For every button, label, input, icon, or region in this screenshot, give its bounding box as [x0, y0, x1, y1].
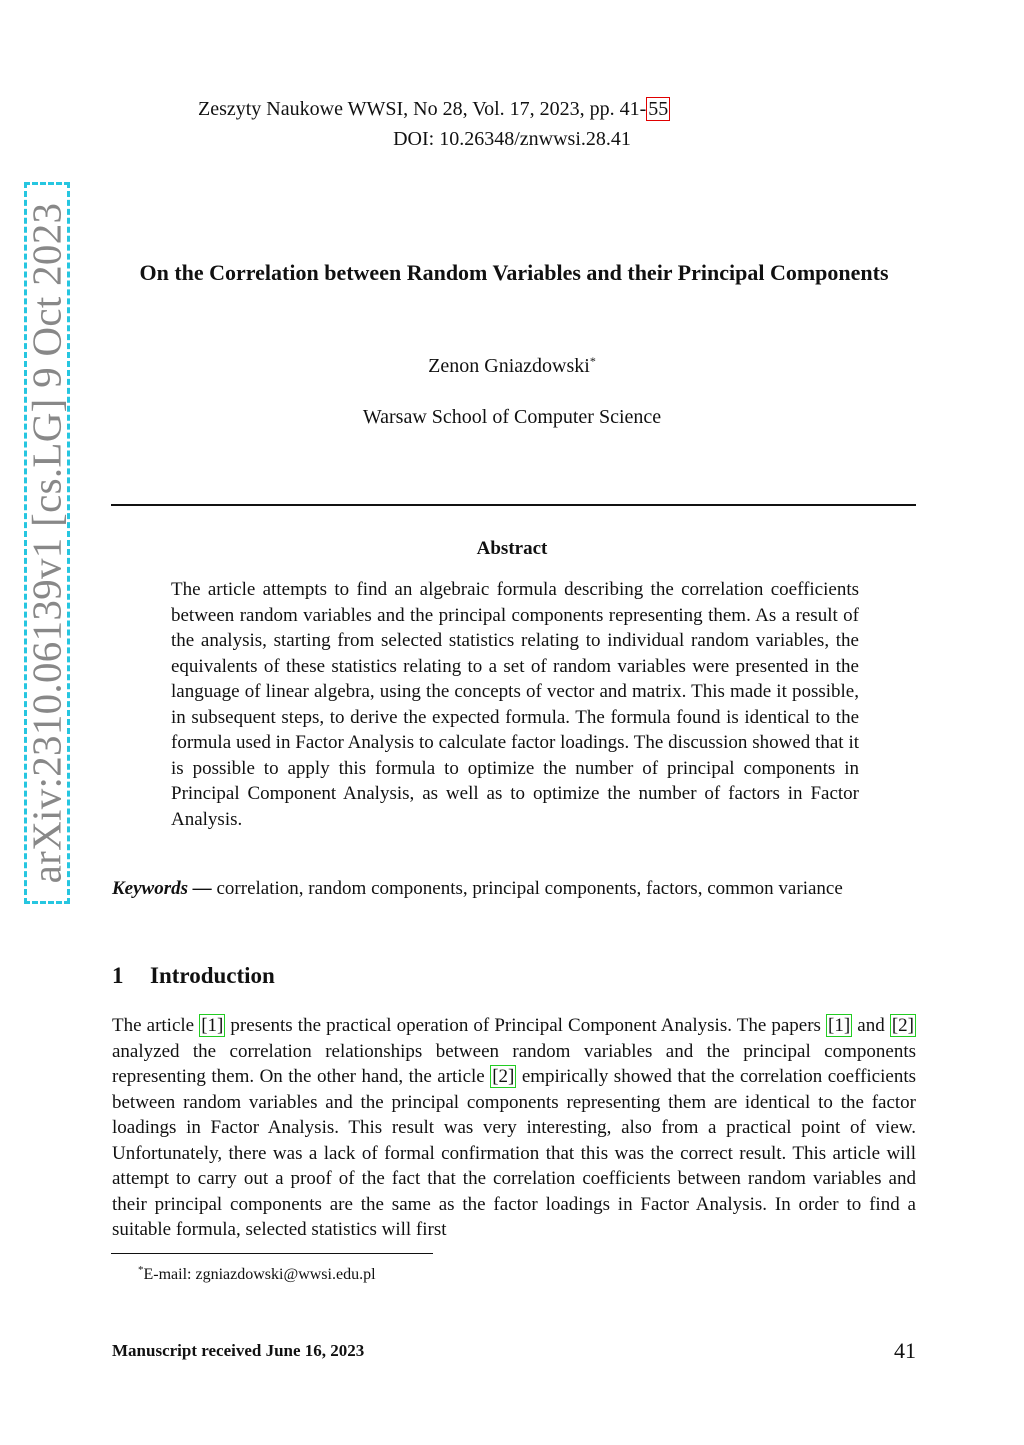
footnote: [138, 1264, 376, 1284]
citation-link[interactable]: [2]: [492, 1066, 515, 1087]
section-number: 1: [112, 963, 124, 988]
manuscript-received: Manuscript received June 16, 2023: [112, 1341, 365, 1360]
footnote-mark: *: [138, 1264, 144, 1276]
author-name: Zenon Gniazdowski: [428, 355, 590, 377]
footnote-divider: [111, 1253, 433, 1254]
author-footnote-mark[interactable]: *: [589, 354, 596, 368]
affiliation: Warsaw School of Computer Science: [362, 406, 662, 428]
arxiv-identifier: arXiv:2310.06139v1 [cs.LG] 9 Oct 2023: [23, 202, 70, 884]
intro-text-segment: empirically showed that the correlation coefficients between random variables and the principal components representing them are identical to the factor loadings in Factor Analysis. This result was very interesting, also from a practical point of view. Unfortunately, there was a lack of formal confirmation that this was the correct result. This article will attempt to carry out a proof of the fact that the correlation coefficients between random variables and their principal components are the same as the factor loadings in Factor Analysis. In order to find a suitable formula, selected statistics will first: [112, 1066, 916, 1240]
citation-link[interactable]: [1]: [201, 1015, 224, 1036]
section-heading: [112, 963, 275, 989]
journal-citation: Zeszyty Naukowe WWSI, No 28, Vol. 17, 2023, pp. 41-: [198, 98, 647, 120]
page-number: 41: [894, 1338, 916, 1363]
keywords: [112, 876, 916, 902]
author: [0, 354, 1024, 378]
abstract-body: The article attempts to find an algebraic formula describing the correlation coefficients between random variables and the principal components representing them. As a result of the analysis, starting from selected statistics relating to individual random variables, the equivalents of these statistics relating to a set of random variables were presented in the language of linear algebra, using the concepts of vector and matrix. This made it possible, in subsequent steps, to derive the expected formula. The formula found is identical to the formula used in Factor Analysis to calculate factor loadings. The discussion showed that it is possible to apply this formula to optimize the number of principal components in Principal Component Analysis, as well as to optimize the number of factors in Factor Analysis.: [171, 579, 859, 830]
citation-link[interactable]: [2]: [891, 1015, 914, 1036]
title-divider: [111, 504, 916, 506]
keywords-list: correlation, random components, principal components, factors, common variance: [216, 878, 843, 899]
intro-text-segment: presents the practical operation of Principal Component Analysis. The papers: [225, 1015, 827, 1036]
keywords-label: Keywords —: [112, 878, 212, 899]
page-end-link[interactable]: 55: [648, 98, 669, 120]
paper-title: On the Correlation between Random Variables and their Principal Components: [139, 260, 889, 285]
intro-text-segment: analyzed the correlation relationships between random variables and the principal components representing them. On the other hand, the article: [112, 1040, 916, 1087]
section-title: Introduction: [150, 963, 275, 988]
intro-text-segment: The article: [112, 1015, 200, 1036]
abstract-heading: Abstract: [476, 538, 548, 559]
journal-header: [198, 98, 670, 121]
doi-line: DOI: 10.26348/znwwsi.28.41: [393, 128, 631, 150]
citation-link[interactable]: [1]: [828, 1015, 851, 1036]
intro-text-segment: and: [852, 1015, 890, 1036]
footnote-email: E-mail: zgniazdowski@wwsi.edu.pl: [143, 1266, 376, 1283]
introduction-paragraph: [112, 1013, 916, 1243]
